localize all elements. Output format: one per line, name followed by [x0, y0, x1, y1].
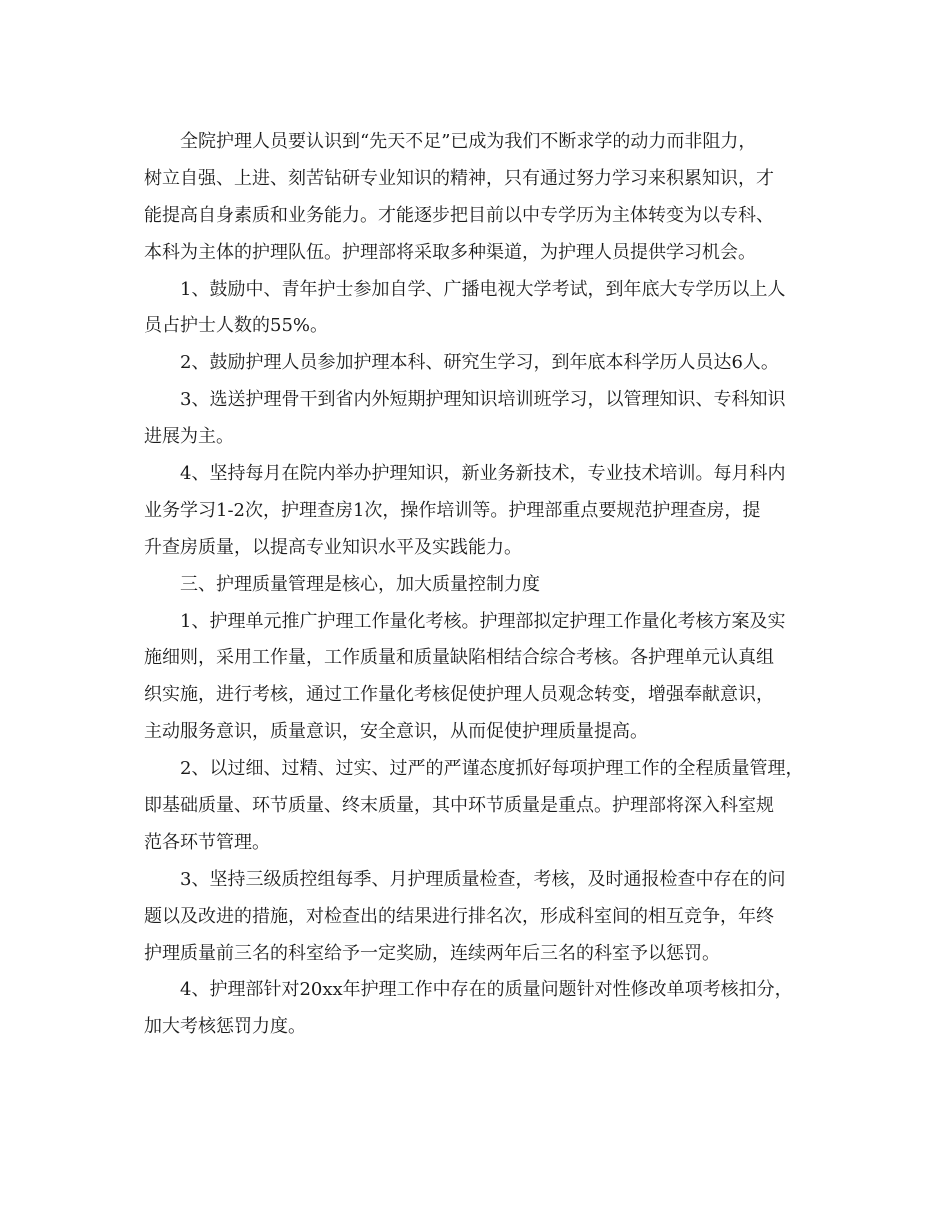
text-line: 三、护理质量管理是核心，加大质量控制力度 [180, 573, 540, 595]
text-line: 能提高自身素质和业务能力。才能逐步把目前以中专学历为主体转变为以专科、 [144, 204, 774, 226]
text-line: 树立自强、上进、刻苦钻研专业知识的精神，只有通过努力学习来积累知识，才 [144, 167, 774, 189]
text-line: 1、护理单元推广护理工作量化考核。护理部拟定护理工作量化考核方案及实 [180, 610, 786, 632]
text-line: 题以及改进的措施，对检查出的结果进行排名次，形成科室间的相互竞争，年终 [144, 905, 774, 927]
text-line: 即基础质量、环节质量、终末质量，其中环节质量是重点。护理部将深入科室规 [144, 795, 774, 817]
text-line: 员占护士人数的55%。 [144, 315, 329, 337]
text-line: 本科为主体的护理队伍。护理部将采取多种渠道，为护理人员提供学习机会。 [144, 241, 756, 263]
text-line: 2、以过细、过精、过实、过严的严谨态度抓好每项护理工作的全程质量管理， [180, 758, 804, 780]
text-line: 织实施，进行考核，通过工作量化考核促使护理人员观念转变，增强奉献意识， [144, 684, 774, 706]
text-line: 业务学习1-2次，护理查房1次，操作培训等。护理部重点要规范护理查房，提 [144, 499, 761, 521]
text-line: 护理质量前三名的科室给予一定奖励，连续两年后三名的科室予以惩罚。 [144, 942, 720, 964]
text-line: 1、鼓励中、青年护士参加自学、广播电视大学考试，到年底大专学历以上人 [180, 278, 786, 300]
text-line: 4、坚持每月在院内举办护理知识，新业务新技术，专业技术培训。每月科内 [180, 463, 786, 485]
text-line: 进展为主。 [144, 426, 234, 448]
text-line: 2、鼓励护理人员参加护理本科、研究生学习，到年底本科学历人员达6人。 [180, 352, 779, 374]
text-line: 3、坚持三级质控组每季、月护理质量检查，考核，及时通报检查中存在的问 [180, 868, 786, 890]
text-line: 主动服务意识，质量意识，安全意识，从而促使护理质量提高。 [144, 721, 648, 743]
text-line: 范各环节管理。 [144, 831, 270, 853]
text-line: 4、护理部针对20xx年护理工作中存在的质量问题针对性修改单项考核扣分， [180, 979, 793, 1001]
text-line: 加大考核惩罚力度。 [144, 1016, 306, 1038]
text-line: 3、选送护理骨干到省内外短期护理知识培训班学习，以管理知识、专科知识 [180, 389, 786, 411]
text-line: 全院护理人员要认识到“先天不足”已成为我们不断求学的动力而非阻力， [180, 131, 757, 152]
document-body [144, 124, 816, 1046]
text-line: 升查房质量，以提高专业知识水平及实践能力。 [144, 536, 522, 558]
text-line: 施细则，采用工作量，工作质量和质量缺陷相结合综合考核。各护理单元认真组 [144, 647, 774, 669]
